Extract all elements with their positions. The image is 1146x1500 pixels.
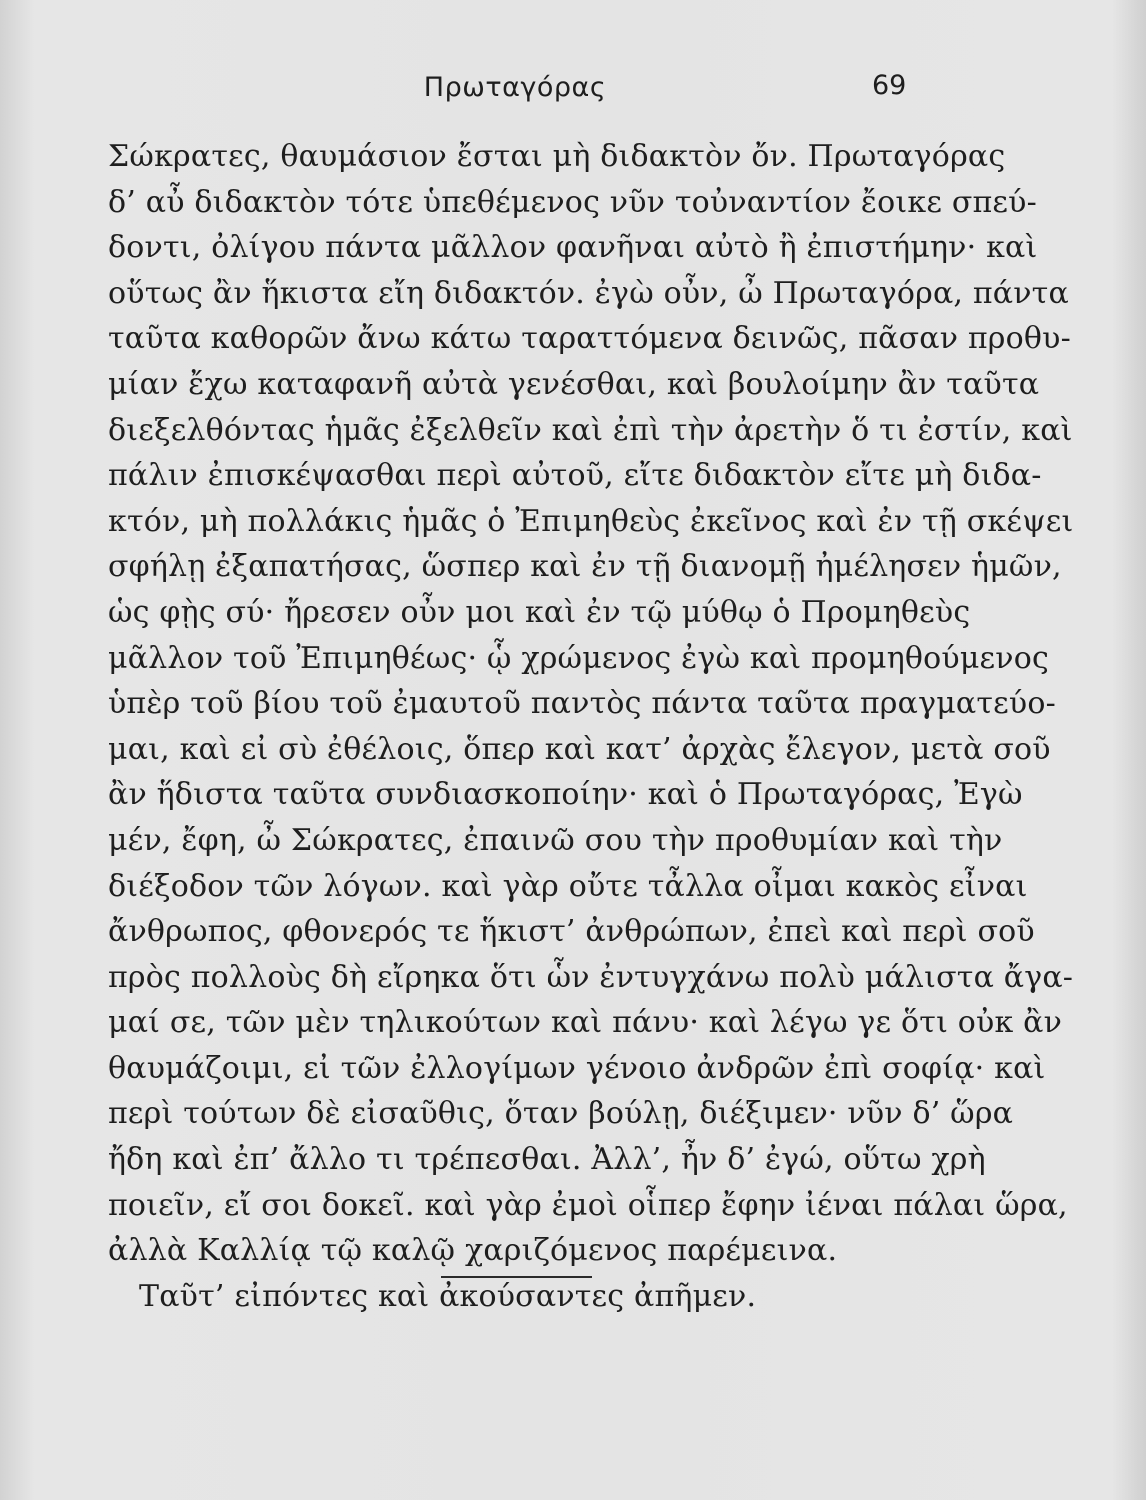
closing-divider-rule xyxy=(441,1276,592,1278)
main-text-block xyxy=(108,134,1074,1319)
text-line: ἂν ἥδιστα ταῦτα συνδιασκοποίην· καὶ ὁ Πρωταγόρας, Ἐγὼ xyxy=(108,777,1023,813)
text-line: σφήλῃ ἐξαπατήσας, ὥσπερ καὶ ἐν τῇ διανομῇ ἠμέλησεν ἡμῶν, xyxy=(108,549,1062,585)
running-head-title: Πρωταγόρας xyxy=(423,72,607,103)
text-line: περὶ τούτων δὲ εἰσαῦθις, ὅταν βούλῃ, διέξιμεν· νῦν δ’ ὥρα xyxy=(108,1096,1014,1132)
text-line: ποιεῖν, εἴ σοι δοκεῖ. καὶ γὰρ ἐμοὶ οἷπερ ἔφην ἰέναι πάλαι ὥρα, xyxy=(108,1187,1068,1223)
text-line: ἄνθρωπος, φθονερός τε ἥκιστ’ ἀνθρώπων, ἐπεὶ καὶ περὶ σοῦ xyxy=(108,914,1035,950)
text-line: δοντι, ὀλίγου πάντα μᾶλλον φανῆναι αὐτὸ ἢ ἐπιστήμην· καὶ xyxy=(108,230,1038,266)
text-line: ἤδη καὶ ἐπ’ ἄλλο τι τρέπεσθαι. Ἀλλ’, ἦν δ’ ἐγώ, οὕτω χρὴ xyxy=(108,1142,986,1178)
text-line: οὕτως ἂν ἥκιστα εἴη διδακτόν. ἐγὼ οὖν, ὦ Πρωταγόρα, πάντα xyxy=(108,275,1069,311)
text-line: κτόν, μὴ πολλάκις ἡμᾶς ὁ Ἐπιμηθεὺς ἐκεῖνος καὶ ἐν τῇ σκέψει xyxy=(108,503,1074,539)
text-line: μαι, καὶ εἰ σὺ ἐθέλοις, ὅπερ καὶ κατ’ ἀρχὰς ἔλεγον, μετὰ σοῦ xyxy=(108,731,1051,767)
text-line: μίαν ἔχω καταφανῆ αὐτὰ γενέσθαι, καὶ βουλοίμην ἂν ταῦτα xyxy=(108,366,1040,402)
text-line: πάλιν ἐπισκέψασθαι περὶ αὐτοῦ, εἴτε διδακτὸν εἴτε μὴ διδα- xyxy=(108,458,1042,494)
text-line: δ’ αὖ διδακτὸν τότε ὑπεθέμενος νῦν τοὐναντίον ἔοικε σπεύ- xyxy=(108,184,1037,220)
text-line: Σώκρατες, θαυμάσιον ἔσται μὴ διδακτὸν ὄν. Πρωταγόρας xyxy=(108,139,1006,174)
closing-paragraph-line xyxy=(108,1274,950,1320)
text-line: ἀλλὰ Καλλίᾳ τῷ καλῷ χαριζόμενος παρέμεινα. xyxy=(108,1233,838,1269)
text-line: ταῦτα καθορῶν ἄνω κάτω ταραττόμενα δεινῶς, πᾶσαν προθυ- xyxy=(108,321,1071,357)
text-line: μᾶλλον τοῦ Ἐπιμηθέως· ᾧ χρώμενος ἐγὼ καὶ προμηθούμενος xyxy=(108,640,1050,676)
text-line: ὡς φῂς σύ· ἤρεσεν οὖν μοι καὶ ἐν τῷ μύθῳ ὁ Προμηθεὺς xyxy=(108,594,971,630)
page-number: 69 xyxy=(872,70,907,101)
text-line: μαί σε, τῶν μὲν τηλικούτων καὶ πάνυ· καὶ λέγω γε ὅτι οὐκ ἂν xyxy=(108,1005,1063,1041)
text-line: ὑπὲρ τοῦ βίου τοῦ ἐμαυτοῦ παντὸς πάντα ταῦτα πραγματεύο- xyxy=(108,686,1056,722)
text-line: μέν, ἔφη, ὦ Σώκρατες, ἐπαινῶ σου τὴν προθυμίαν καὶ τὴν xyxy=(108,822,1003,858)
text-line: διεξελθόντας ἡμᾶς ἐξελθεῖν καὶ ἐπὶ τὴν ἀρετὴν ὅ τι ἐστίν, καὶ xyxy=(108,412,1073,448)
text-line: θαυμάζοιμι, εἰ τῶν ἐλλογίμων γένοιο ἀνδρῶν ἐπὶ σοφίᾳ· καὶ xyxy=(108,1050,1046,1086)
text-line: διέξοδον τῶν λόγων. καὶ γὰρ οὔτε τἆλλα οἶμαι κακὸς εἶναι xyxy=(108,868,1028,904)
closing-paragraph-text: Ταῦτ’ εἰπόντες καὶ ἀκούσαντες ἀπῆμεν. xyxy=(139,1278,757,1314)
text-line: πρὸς πολλοὺς δὴ εἴρηκα ὅτι ὧν ἐντυγχάνω πολὺ μάλιστα ἄγα- xyxy=(108,959,1074,995)
